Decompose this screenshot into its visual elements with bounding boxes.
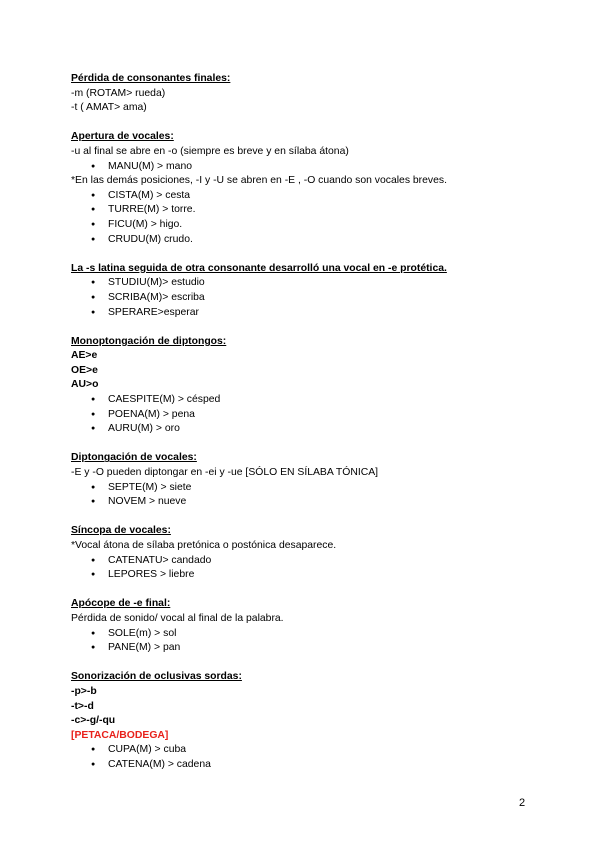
section-title: Pérdida de consonantes finales: — [71, 73, 231, 84]
text-line: -t ( AMAT> ama) — [71, 102, 147, 114]
text-line: Pérdida de sonido/ vocal al final de la palabra. — [71, 612, 284, 624]
bullet-item: ● CUPA(M) > cuba — [71, 743, 551, 758]
bullet-item: ● POENA(M) > pena — [71, 408, 551, 423]
bullet-item: ● CRUDU(M) crudo. — [71, 233, 551, 248]
bullet-item: ● NOVEM > nueve — [71, 495, 551, 510]
bullet-item: ● SPERARE>esperar — [71, 306, 551, 321]
bullet-item: ● STUDIU(M)> estudio — [71, 276, 551, 291]
sonorization-rule: -t>-d — [71, 700, 94, 712]
text-line: -u al final se abre en -o (siempre es breve y en sílaba átona) — [71, 145, 349, 157]
bullet-item: ● CAESPITE(M) > césped — [71, 393, 551, 408]
text-line: -E y -O pueden diptongar en -ei y -ue [SÓLO EN SÍLABA TÓNICA] — [71, 467, 379, 479]
bullet-item: ● CISTA(M) > cesta — [71, 189, 551, 204]
bullet-item: ● PANE(M) > pan — [71, 641, 551, 656]
diphthong-rule: AE>e — [71, 350, 98, 362]
text-line: *En las demás posiciones, -I y -U se abren en -E , -O cuando son vocales breves. — [71, 175, 447, 187]
bullet-item: ● AURU(M) > oro — [71, 422, 551, 437]
bullet-item: ● CATENATU> candado — [71, 554, 551, 569]
highlighted-example: [PETACA/BODEGA] — [71, 729, 169, 741]
bullet-item: ● LEPORES > liebre — [71, 568, 551, 583]
page-number: 2 — [519, 797, 526, 809]
section-title: Apócope de -e final: — [71, 598, 171, 610]
section-title: Apertura de vocales: — [71, 131, 174, 143]
text-line: -m (ROTAM> rueda) — [71, 87, 166, 99]
text-line: *Vocal átona de sílaba pretónica o postónica desaparece. — [71, 540, 337, 551]
bullet-item: ● FICU(M) > higo. — [71, 218, 551, 233]
diphthong-rule: AU>o — [71, 379, 99, 391]
bullet-item: ● SCRIBA(M)> escriba — [71, 291, 551, 306]
section-title: Diptongación de vocales: — [71, 452, 197, 464]
sonorization-rule: -c>-g/-qu — [71, 715, 116, 727]
bullet-item: ● CATENA(M) > cadena — [71, 758, 551, 773]
bullet-item: ● SEPTE(M) > siete — [71, 481, 551, 496]
bullet-item: ● TURRE(M) > torre. — [71, 203, 551, 218]
bullet-item: ● SOLE(m) > sol — [71, 627, 551, 642]
document-page — [71, 72, 551, 773]
diphthong-rule: OE>e — [71, 364, 98, 376]
bullet-item: ● MANU(M) > mano — [71, 160, 551, 175]
sonorization-rule: -p>-b — [71, 685, 97, 697]
section-title: Monoptongación de diptongos: — [71, 335, 227, 347]
section-title: La -s latina seguida de otra consonante desarrolló una vocal en -e protética. — [71, 262, 447, 274]
section-title: Sonorización de oclusivas sordas: — [71, 671, 242, 683]
section-title: Síncopa de vocales: — [71, 525, 171, 537]
